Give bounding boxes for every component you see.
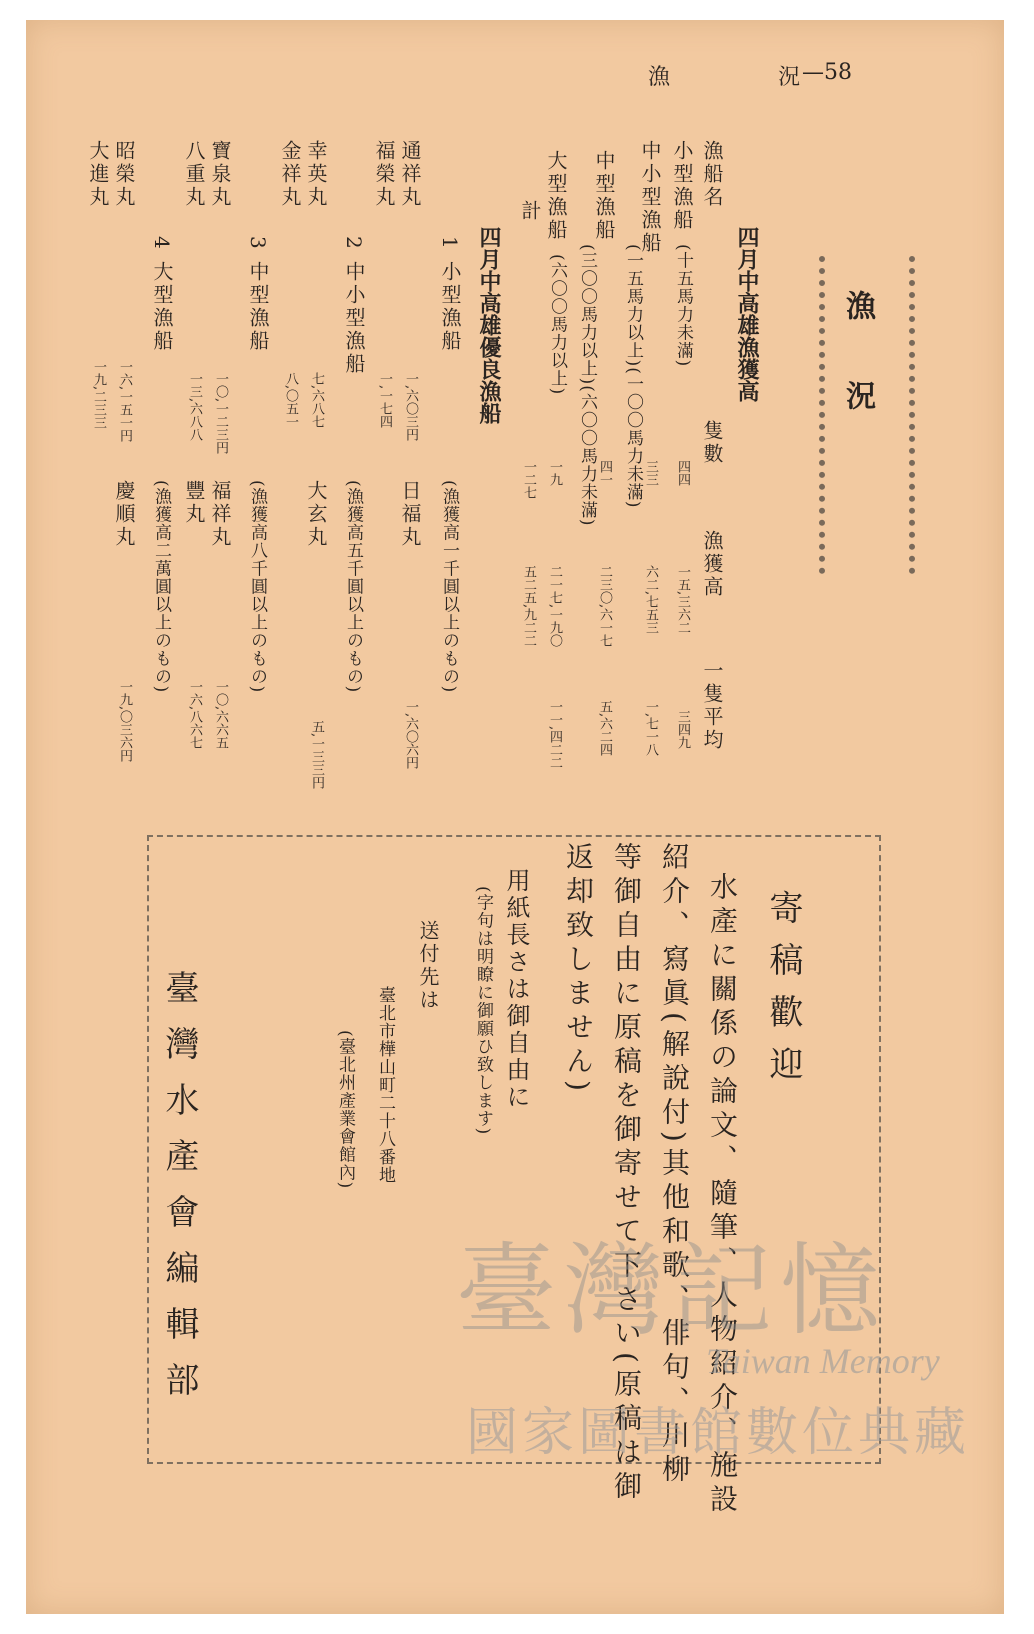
table1-row-avg: 一一,四二二 (547, 700, 562, 770)
notice-address: 臺北市樺山町二十八番地 (375, 986, 395, 1184)
table2-entry-value: 八,〇五一 (283, 372, 298, 429)
table1-total-catch: 五二五,九二二 (521, 565, 536, 648)
table1-row-name: 中型漁船 (592, 150, 616, 242)
table2-entry-value: 一三,六八八 (187, 372, 202, 442)
notice-title: 寄稿歡迎 (763, 890, 803, 1098)
table2-group-note: (漁獲高五千圓以上のもの) (343, 480, 363, 694)
table2-entry-value: 一〇,六六五 (213, 680, 228, 750)
notice-send-to: 送付先は (416, 920, 440, 1012)
notice-line: 等御自由に原稿を御寄せて下さい(原稿は御 (610, 842, 643, 1505)
table1-row-avg: 一,七一八 (643, 700, 658, 757)
notice-paper: 用紙長さは御自由に (502, 868, 530, 1111)
table1-col-name: 漁船名 (700, 140, 724, 209)
section-title: 漁況 (840, 290, 875, 470)
table1-row-note: (十五馬力未滿) (673, 244, 693, 368)
table2-entry-name: 大玄丸 (304, 480, 328, 549)
table2-entry-name: 日福丸 (398, 480, 422, 549)
table2-group-label: 4 大型漁船 (150, 236, 174, 354)
table2-entry-value: 一六,八六七 (187, 680, 202, 750)
table1-total-count: 一二七 (521, 460, 536, 499)
table1-row-catch: 二三〇,六一七 (597, 565, 612, 648)
table2-entry-value: 一,六〇六円 (403, 700, 418, 770)
table1-total-label: 計 (518, 200, 542, 223)
header-right: 況 (778, 65, 801, 90)
table2-group-note: (漁獲高二萬圓以上のもの) (151, 480, 171, 694)
table2-entry-name: 金祥丸 (278, 140, 302, 209)
table2-group-label: 1 小型漁船 (438, 236, 462, 354)
table1-row-avg: 三四九 (675, 710, 690, 749)
table2-entry-value: 七,六八七 (309, 372, 324, 429)
table2-entry-name: 福祥丸 (208, 480, 232, 549)
table1-row-count: 一九 (547, 460, 562, 486)
table2-entry-value: 一,一七四 (377, 372, 392, 429)
table1-col-catch: 漁獲高 (700, 530, 724, 599)
table2-entry-value: 五,一三三円 (309, 720, 324, 790)
table1-row-count: 四一 (597, 460, 612, 486)
table2-entry-name: 昭榮丸 (112, 140, 136, 209)
table1-row-avg: 五,六二四 (597, 700, 612, 757)
table1-row-name: 大型漁船 (544, 150, 568, 242)
table1-row-note: (三〇〇馬力以上)(六〇〇馬力未滿) (577, 244, 597, 527)
notice-line: 紹介、寫眞(解說付)其他和歌、俳句、川柳 (658, 842, 691, 1488)
watermark-english: Taiwan Memory (706, 1341, 940, 1381)
notice-line: 返却致しません) (562, 842, 595, 1097)
notice-address-note: (臺北州產業會館內) (335, 1030, 355, 1190)
notice-publisher: 臺灣水產會編輯部 (159, 970, 199, 1418)
table2-entry-name: 大進丸 (86, 140, 110, 209)
table2-entry-value: 一九,〇三六円 (117, 680, 132, 763)
table2-entry-value: 一,六〇三円 (403, 372, 418, 442)
table2-group-label: 2 中小型漁船 (342, 236, 366, 377)
table2-entry-name: 慶順丸 (112, 480, 136, 549)
table2-group-label: 3 中型漁船 (246, 236, 270, 354)
table1-row-name: 中小型漁船 (638, 140, 662, 255)
table1-row-note: (一五馬力以上)(一〇〇馬力未滿) (623, 244, 643, 509)
table1-heading: 四月中高雄漁獲高 (734, 226, 760, 402)
table1-row-name: 小型漁船 (670, 140, 694, 232)
page-number: —58 (802, 60, 852, 85)
watermark-chinese: 國家圖書館數位典藏 (466, 1403, 971, 1463)
header-left: 漁 (648, 65, 671, 90)
notice-line: 水產に關係の論文、隨筆、人物紹介、施設 (706, 872, 739, 1518)
table2-heading: 四月中高雄優良漁船 (476, 226, 502, 424)
table1-col-avg: 一隻平均 (700, 660, 724, 752)
table1-row-catch: 六二,七五三 (643, 565, 658, 635)
table2-entry-value: 一九,二三三 (91, 360, 106, 430)
table2-entry-name: 通祥丸 (398, 140, 422, 209)
table2-entry-name: 幸英丸 (304, 140, 328, 209)
table1-row-note: (六〇〇馬力以上) (547, 254, 567, 396)
notice-paper-note: (字句は明瞭に御願ひ致します) (473, 886, 493, 1136)
table2-entry-value: 一六,一五一円 (117, 360, 132, 443)
table1-row-catch: 一五,三六二 (675, 565, 690, 635)
table2-entry-name: 寶泉丸 (208, 140, 232, 209)
table2-group-note: (漁獲高一千圓以上のもの) (439, 480, 459, 694)
table1-row-count: 四四 (675, 460, 690, 486)
table2-entry-name: 八重丸 (182, 140, 206, 209)
table2-entry-value: 一〇,一二三円 (213, 372, 228, 455)
table2-entry-name: 福榮丸 (372, 140, 396, 209)
document-page (26, 20, 1004, 1614)
table1-row-count: 三三 (643, 460, 658, 486)
table2-entry-name: 豐丸 (182, 480, 206, 526)
table1-col-count: 隻數 (700, 420, 724, 466)
table1-row-catch: 二一七,一九〇 (547, 565, 562, 648)
table2-group-note: (漁獲高八千圓以上のもの) (247, 480, 267, 694)
watermark-script: 臺灣記憶 (456, 1232, 888, 1349)
